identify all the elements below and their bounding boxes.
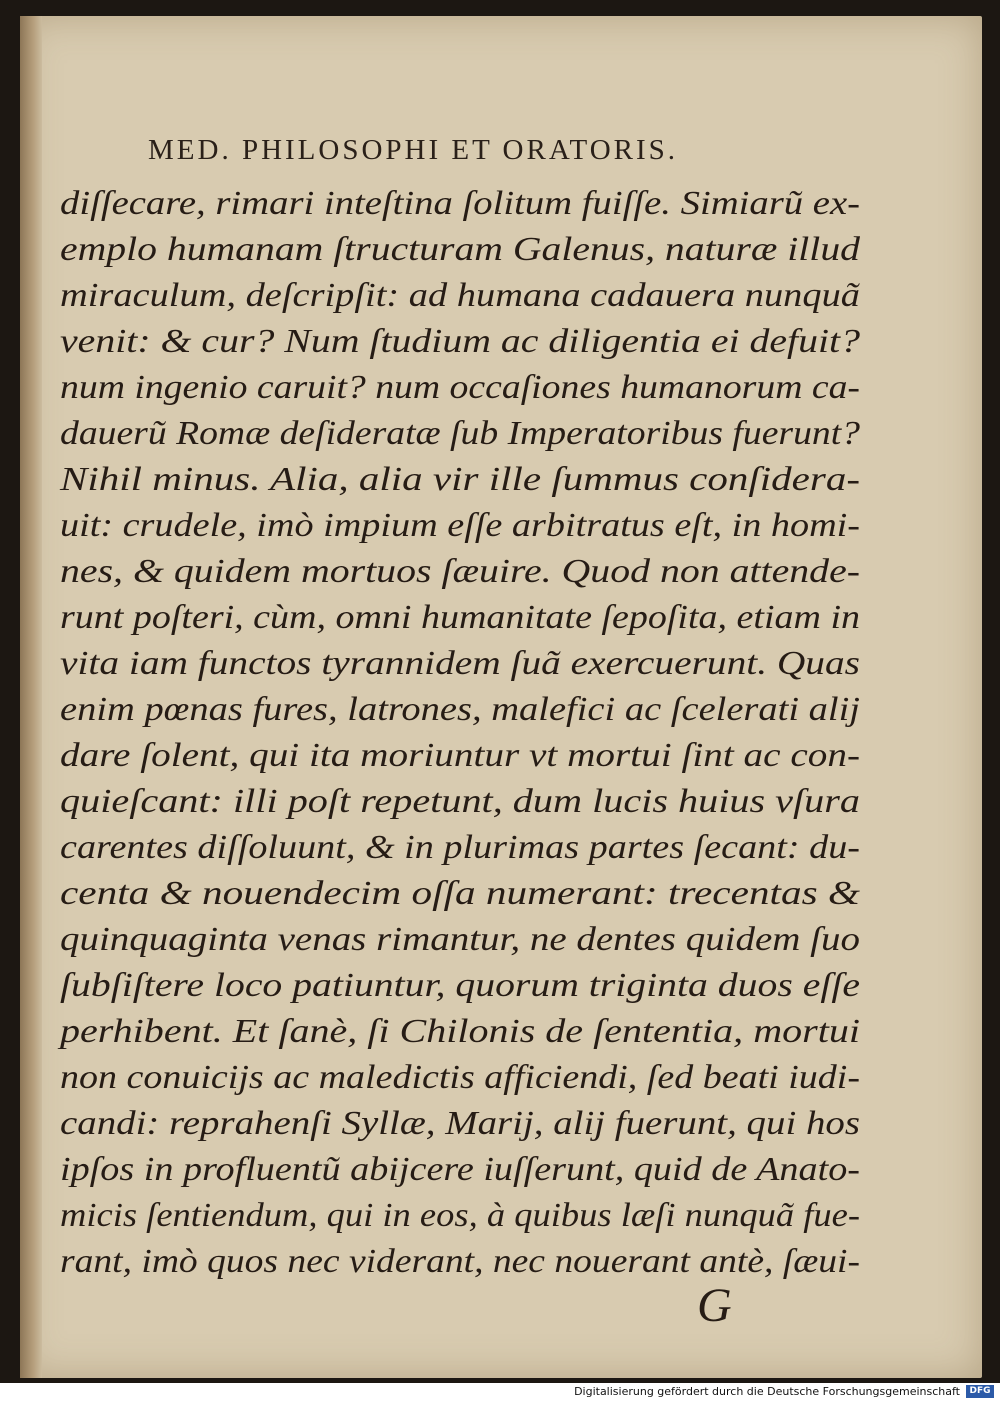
text-line: runt poſteri, cùm, omni humanitate ſepoſita, etiam in — [60, 599, 860, 636]
text-line: quieſcant: illi poſt repetunt, dum lucis huius vſura — [60, 783, 860, 820]
text-line: venit: & cur? Num ſtudium ac diligentia ei defuit? — [60, 323, 860, 360]
book-page — [20, 16, 982, 1378]
text-line: uit: crudele, imò impium eſſe arbitratus eſt, in homi- — [60, 507, 861, 544]
dfg-logo: DFG — [966, 1385, 994, 1398]
text-line: emplo humanam ſtructuram Galenus, naturæ illud — [60, 231, 860, 268]
text-line: perhibent. Et ſanè, ſi Chilonis de ſententia, mortui — [60, 1013, 860, 1050]
running-head: MED. PHILOSOPHI ET ORATORIS. — [148, 134, 679, 166]
text-line: miraculum, deſcripſit: ad humana cadauera nunquã — [60, 277, 860, 314]
text-line: non conuicijs ac maledictis afficiendi, ſed beati iudi- — [60, 1059, 860, 1096]
text-line: diſſecare, rimari inteſtina ſolitum fuiſſe. Simiarũ ex- — [60, 185, 860, 222]
text-line: quinquaginta venas rimantur, ne dentes quidem ſuo — [60, 921, 860, 958]
footer-bar — [0, 1383, 1000, 1401]
text-line: nes, & quidem mortuos ſæuire. Quod non attende- — [60, 553, 861, 590]
footer-credit: Digitalisierung gefördert durch die Deutsche Forschungsgemeinschaft — [574, 1385, 960, 1398]
text-line: enim pœnas fures, latrones, malefici ac ſcelerati alij — [60, 691, 860, 728]
text-line: num ingenio caruit? num occaſiones humanorum ca- — [60, 369, 860, 406]
text-line: rant, imò quos nec viderant, nec nouerant antè, ſæui- — [60, 1243, 860, 1280]
text-line: ipſos in profluentũ abijcere iuſſerunt, quid de Anato- — [60, 1151, 860, 1188]
text-line: dare ſolent, qui ita moriuntur vt mortui ſint ac con- — [60, 737, 860, 774]
signature-mark: G — [697, 1279, 732, 1332]
text-line: candi: reprahenſi Syllæ, Marij, alij fuerunt, qui hos — [60, 1105, 861, 1142]
text-line: dauerũ Romæ deſideratæ ſub Imperatoribus fuerunt? — [60, 415, 860, 452]
text-line: micis ſentiendum, qui in eos, à quibus læſi nunquã fue- — [60, 1197, 860, 1234]
text-line: centa & nouendecim oſſa numerant: trecentas & — [60, 875, 860, 912]
text-line: carentes diſſoluunt, & in plurimas partes ſecant: du- — [60, 829, 860, 866]
body-text — [60, 181, 860, 1285]
text-line: Nihil minus. Alia, alia vir ille ſummus conſidera- — [60, 461, 860, 498]
text-line: ſubſiſtere loco patiuntur, quorum triginta duos eſſe — [60, 967, 861, 1004]
text-line: vita iam functos tyrannidem ſuã exercuerunt. Quas — [60, 645, 860, 682]
page-spine-shadow — [20, 16, 42, 1378]
